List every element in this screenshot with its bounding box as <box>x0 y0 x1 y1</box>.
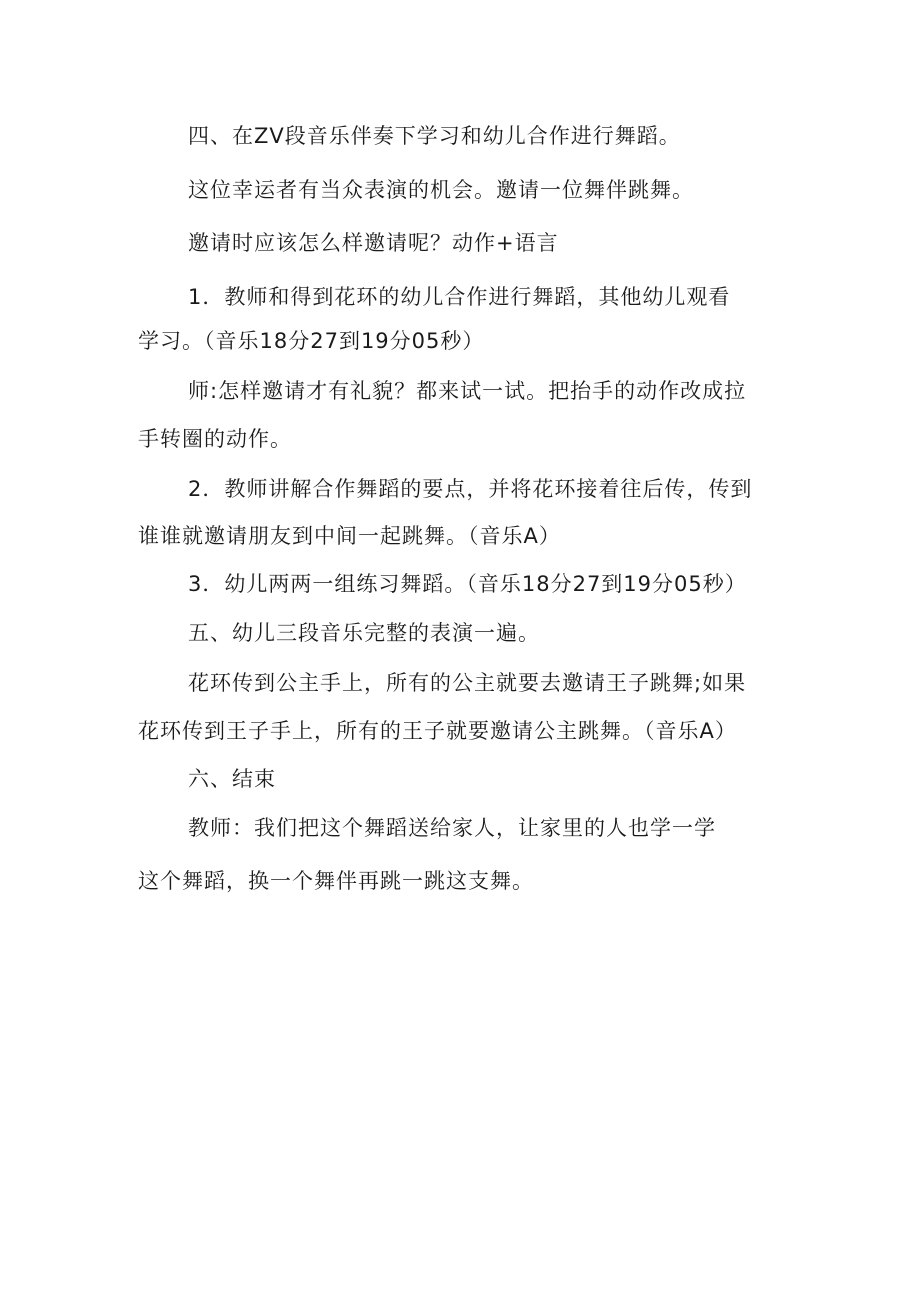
section-heading-5: 五、幼儿三段音乐完整的表演一遍。 <box>188 621 540 645</box>
list-item-3: 3．幼儿两两一组练习舞蹈。（音乐18分27到19分05秒） <box>188 572 747 596</box>
list-item-2: 2．教师讲解合作舞蹈的要点，并将花环接着往后传，传到 <box>188 477 753 501</box>
paragraph-line: 师:怎样邀请才有礼貌？都来试一试。把抬手的动作改成拉 <box>188 379 747 403</box>
paragraph-continuation: 花环传到王子手上，所有的王子就要邀请公主跳舞。（音乐A） <box>138 719 737 743</box>
paragraph-line: 教师：我们把这个舞蹈送给家人，让家里的人也学一学 <box>188 816 716 840</box>
paragraph-line: 花环传到公主手上，所有的公主就要去邀请王子跳舞;如果 <box>188 671 747 695</box>
paragraph-line: 邀请时应该怎么样邀请呢？动作+语言 <box>188 231 559 255</box>
paragraph-continuation: 这个舞蹈，换一个舞伴再跳一跳这支舞。 <box>138 869 534 893</box>
paragraph-line: 这位幸运者有当众表演的机会。邀请一位舞伴跳舞。 <box>188 178 694 202</box>
list-item-1-continuation: 学习。（音乐18分27到19分05秒） <box>138 329 485 353</box>
section-heading-6: 六、结束 <box>188 767 276 791</box>
section-heading-4: 四、在ZV段音乐伴奏下学习和幼儿合作进行舞蹈。 <box>188 124 681 148</box>
paragraph-continuation: 手转圈的动作。 <box>138 427 292 451</box>
list-item-1: 1．教师和得到花环的幼儿合作进行舞蹈，其他幼儿观看 <box>188 285 731 309</box>
list-item-2-continuation: 谁谁就邀请朋友到中间一起跳舞。（音乐A） <box>138 524 561 548</box>
